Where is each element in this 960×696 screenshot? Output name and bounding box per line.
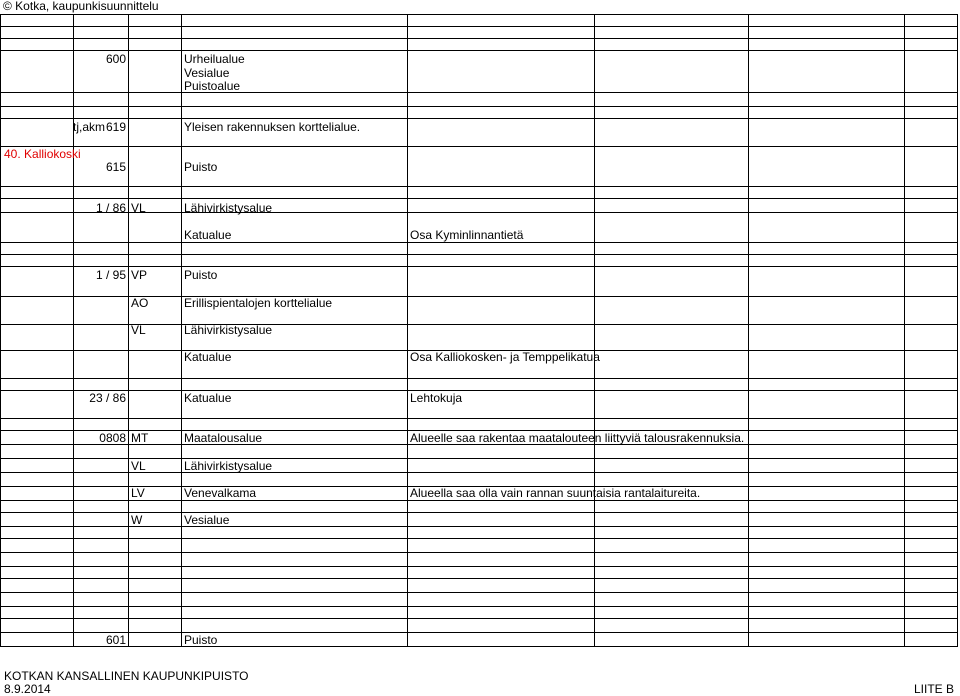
grid-line (0, 538, 958, 539)
land-use-cell: Vesialue (184, 513, 230, 527)
land-use-cell: Katualue (184, 228, 232, 242)
plan-ref-cell: tj,akm (73, 120, 106, 134)
grid-line (0, 592, 958, 593)
grid-line (0, 50, 958, 51)
zone-code-cell: VL (131, 323, 146, 337)
grid-line (0, 198, 958, 199)
grid-line (0, 552, 958, 553)
grid-line (0, 186, 958, 187)
land-use-cell: Puisto (184, 160, 218, 174)
grid-line (0, 14, 958, 15)
row-number-cell: 0808 (99, 431, 126, 445)
grid-line (0, 618, 958, 619)
land-use-cell: Maatalousalue (184, 431, 263, 445)
land-use-cell: Puisto (184, 633, 218, 647)
plan-ref-cell: 1 / 86 (95, 201, 126, 215)
footer-date: 8.9.2014 (4, 682, 51, 696)
grid-line (0, 632, 958, 633)
row-number-cell: 600 (105, 52, 126, 66)
row-number-cell: 615 (105, 160, 126, 174)
zone-code-cell: MT (131, 431, 149, 445)
grid-line (0, 38, 958, 39)
grid-line (0, 500, 958, 501)
note-cell: Osa Kalliokosken- ja Temppelikatua (410, 350, 600, 364)
grid-line (0, 606, 958, 607)
zone-code-cell: AO (131, 296, 149, 310)
plan-ref-cell: 1 / 95 (95, 268, 126, 282)
land-use-cell: Puistoalue (184, 79, 241, 93)
grid-line (0, 118, 958, 119)
grid-line (0, 526, 958, 527)
copyright-header: © Kotka, kaupunkisuunnittelu (3, 0, 159, 13)
grid-line (0, 254, 958, 255)
zone-code-cell: LV (131, 486, 145, 500)
grid-line (0, 266, 958, 267)
grid-line (0, 646, 958, 647)
grid-line (0, 146, 958, 147)
grid-line (0, 566, 958, 567)
grid-line (0, 512, 958, 513)
grid-line (0, 26, 958, 27)
row-number-cell: 601 (105, 633, 126, 647)
grid-line (0, 92, 958, 93)
land-use-cell: Lähivirkistysalue (184, 323, 273, 337)
land-use-cell: Puisto (184, 268, 218, 282)
land-use-cell: Yleisen rakennuksen korttelialue. (184, 120, 361, 134)
grid-line (0, 390, 958, 391)
section-label: 40. Kalliokoski (4, 147, 81, 161)
land-use-cell: Katualue (184, 391, 232, 405)
zone-code-cell: W (131, 513, 143, 527)
land-use-cell: Vesialue (184, 66, 230, 80)
land-use-cell: Katualue (184, 350, 232, 364)
footer-org: KOTKAN KANSALLINEN KAUPUNKIPUISTO (4, 669, 249, 683)
plan-ref-cell: 23 / 86 (89, 391, 126, 405)
grid-line (0, 578, 958, 579)
grid-line (0, 106, 958, 107)
grid-line (0, 418, 958, 419)
grid-line (0, 242, 958, 243)
grid-line (0, 378, 958, 379)
note-cell: Osa Kyminlinnantietä (410, 228, 524, 242)
note-cell: Lehtokuja (410, 391, 463, 405)
zone-code-cell: VP (131, 268, 148, 282)
spreadsheet-grid (0, 14, 958, 646)
land-use-cell: Lähivirkistysalue (184, 459, 273, 473)
land-use-cell: Venevalkama (184, 486, 257, 500)
footer-appendix: LIITE B (913, 682, 954, 696)
zone-code-cell: VL (131, 459, 146, 473)
land-use-cell: Lähivirkistysalue (184, 201, 273, 215)
note-cell: Alueella saa olla vain rannan suuntaisia rantalaitureita. (410, 486, 701, 500)
land-use-cell: Urheilualue (184, 52, 245, 66)
note-cell: Alueelle saa rakentaa maatalouteen liittyviä talousrakennuksia. (410, 431, 745, 445)
land-use-cell: Erillispientalojen korttelialue (184, 296, 333, 310)
row-number-cell: 619 (105, 120, 126, 134)
zone-code-cell: VL (131, 201, 146, 215)
